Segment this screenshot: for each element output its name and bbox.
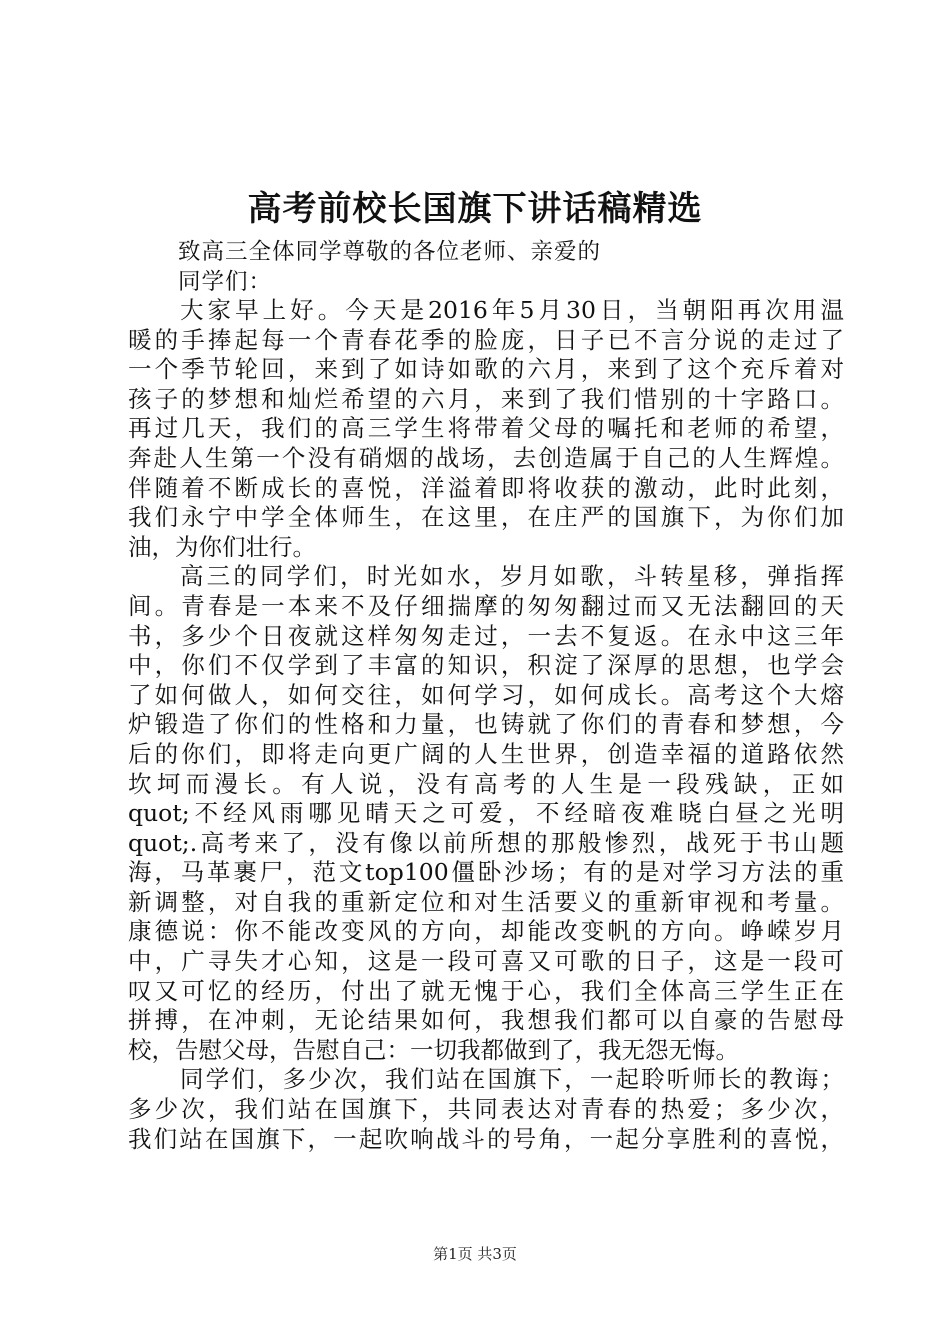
salutation-line: 同学们：: [178, 268, 273, 295]
document-body: [128, 296, 844, 1154]
text-line: 坎坷而漫长。有人说，没有高考的人生是一段残缺，正如: [128, 769, 844, 798]
salutation-line: 致高三全体同学尊敬的各位老师、亲爱的: [178, 239, 602, 265]
text-line: quot;.高考来了，没有像以前所想的那般惨烈，战死于书山题: [128, 828, 844, 857]
text-line: 一个季节轮回，来到了如诗如歌的六月，来到了这个充斥着对: [128, 355, 844, 384]
text-line: quot;不经风雨哪见晴天之可爱，不经暗夜难晓白昼之光明: [128, 799, 844, 828]
text-line: 中，广寻失才心知，这是一段可喜又可歌的日子，这是一段可: [128, 947, 844, 976]
text-line: 间。青春是一本来不及仔细揣摩的匆匆翻过而又无法翻回的天: [128, 591, 844, 620]
text-line: 炉锻造了你们的性格和力量，也铸就了你们的青春和梦想，今: [128, 710, 844, 739]
text-line: 奔赴人生第一个没有硝烟的战场，去创造属于自己的人生辉煌。: [128, 443, 844, 472]
text-line: 高三的同学们，时光如水，岁月如歌，斗转星移，弹指挥: [180, 562, 844, 591]
text-line: 了如何做人，如何交往，如何学习，如何成长。高考这个大熔: [128, 680, 844, 709]
text-line: 油，为你们壮行。: [128, 532, 316, 561]
text-line: 我们永宁中学全体师生，在这里，在庄严的国旗下，为你们加: [128, 503, 844, 532]
text-line: 书，多少个日夜就这样匆匆走过，一去不复返。在永中这三年: [128, 621, 844, 650]
text-line: 大家早上好。今天是2016年5月30日，当朝阳再次用温: [180, 296, 844, 324]
text-line: 伴随着不断成长的喜悦，洋溢着即将收获的激动，此时此刻，: [128, 473, 844, 502]
text-line: 海，马革裹尸，范文top100僵卧沙场；有的是对学习方法的重: [128, 858, 844, 887]
text-line: 暖的手捧起每一个青春花季的脸庞，日子已不言分说的走过了: [128, 325, 844, 354]
salutation: [178, 238, 658, 297]
paragraph-3: [128, 1065, 844, 1154]
text-line: 叹又可忆的经历，付出了就无愧于心，我们全体高三学生正在: [128, 976, 844, 1005]
paragraph-1: [128, 296, 844, 562]
text-line: 后的你们，即将走向更广阔的人生世界，创造幸福的道路依然: [128, 739, 844, 768]
text-line: 中，你们不仅学到了丰富的知识，积淀了深厚的思想，也学会: [128, 651, 844, 680]
text-line: 多少次，我们站在国旗下，共同表达对青春的热爱；多少次，: [128, 1095, 844, 1124]
text-line: 新调整，对自我的重新定位和对生活要义的重新审视和考量。: [128, 887, 844, 916]
page-title: 高考前校长国旗下讲话稿精选: [247, 189, 703, 229]
text-line: 校，告慰父母，告慰自己：一切我都做到了，我无怨无悔。: [128, 1035, 739, 1064]
text-line: 再过几天，我们的高三学生将带着父母的嘱托和老师的希望，: [128, 414, 844, 443]
paragraph-2: [128, 562, 844, 1065]
text-line: 孩子的梦想和灿烂希望的六月，来到了我们惜别的十字路口。: [128, 384, 844, 413]
page-footer: 第1页 共3页: [433, 1245, 517, 1263]
text-line: 康德说：你不能改变风的方向，却能改变帆的方向。峥嵘岁月: [128, 917, 844, 946]
text-line: 同学们，多少次，我们站在国旗下，一起聆听师长的教诲；: [180, 1065, 844, 1094]
text-line: 我们站在国旗下，一起吹响战斗的号角，一起分享胜利的喜悦，: [128, 1124, 844, 1153]
text-line: 拼搏，在冲刺，无论结果如何，我想我们都可以自豪的告慰母: [128, 1006, 844, 1035]
